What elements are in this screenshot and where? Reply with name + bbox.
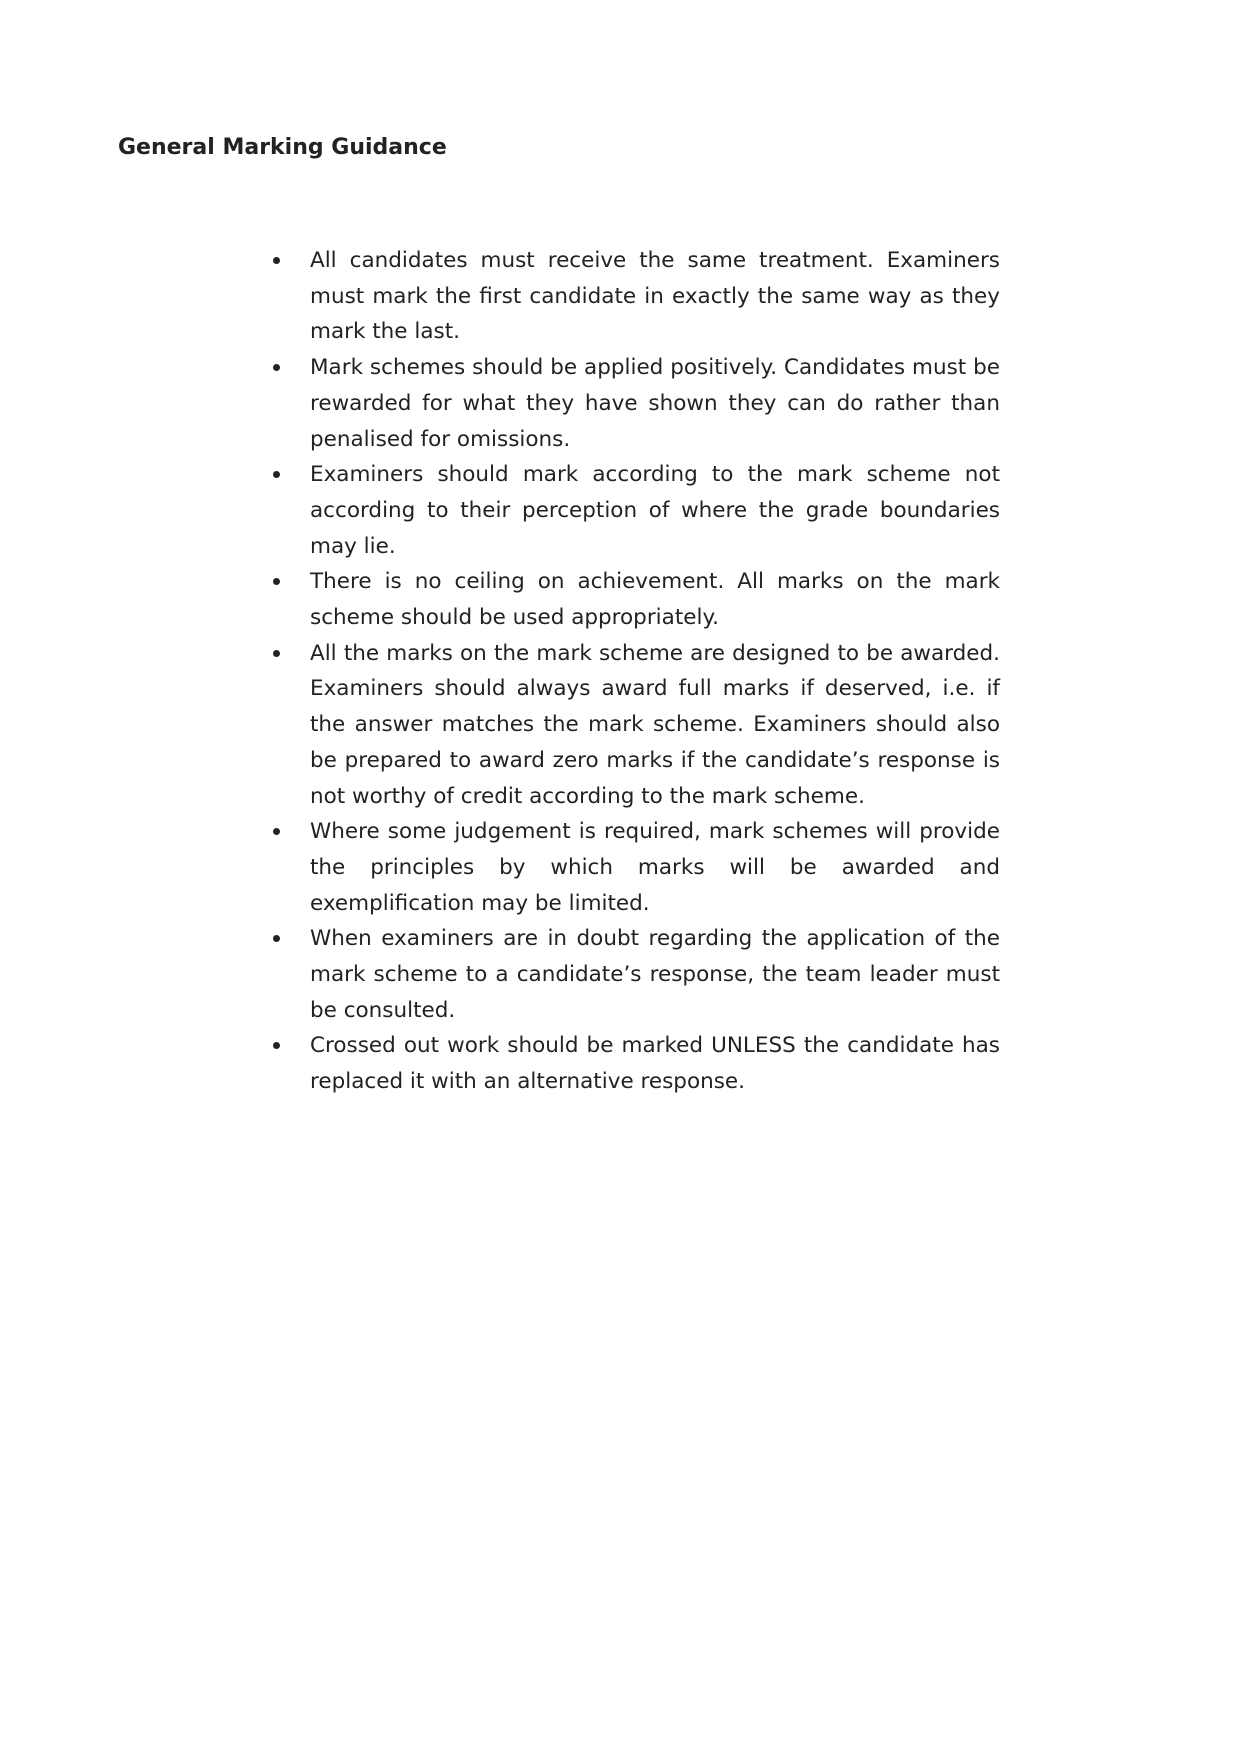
bullet-icon	[273, 257, 280, 264]
guidance-text: Examiners should mark according to the mark scheme not according to their perception of where the grade boundaries may lie.	[310, 462, 1000, 559]
guidance-item	[310, 243, 1000, 350]
bullet-icon	[273, 364, 280, 371]
bullet-icon	[273, 650, 280, 657]
guidance-item	[310, 564, 1000, 635]
bullet-icon	[273, 1042, 280, 1049]
guidance-item	[310, 457, 1000, 564]
bullet-icon	[273, 578, 280, 585]
guidance-text: Mark schemes should be applied positively. Candidates must be rewarded for what they have shown they can do rather than penalised for omissions.	[310, 355, 1000, 452]
guidance-item	[310, 814, 1000, 921]
guidance-item	[310, 921, 1000, 1028]
bullet-icon	[273, 471, 280, 478]
page-title: General Marking Guidance	[118, 135, 447, 160]
guidance-text: Crossed out work should be marked UNLESS the candidate has replaced it with an alternative response.	[310, 1033, 1000, 1095]
bullet-icon	[273, 828, 280, 835]
guidance-text: When examiners are in doubt regarding the application of the mark scheme to a candidate’s response, the team leader must be consulted.	[310, 926, 1000, 1023]
guidance-list	[310, 243, 1000, 1100]
guidance-text: Where some judgement is required, mark schemes will provide the principles by which marks will be awarded and exemplification may be limited.	[310, 819, 1000, 916]
guidance-item	[310, 636, 1000, 815]
guidance-text: All the marks on the mark scheme are designed to be awarded. Examiners should always award full marks if deserved, i.e. if the answer matches the mark scheme. Examiners should also be prepared to award zero marks if the candidate’s response is not worthy of credit according to the mark scheme.	[310, 640, 1000, 809]
guidance-item	[310, 1028, 1000, 1099]
bullet-icon	[273, 935, 280, 942]
guidance-text: All candidates must receive the same treatment. Examiners must mark the first candidate in exactly the same way as they mark the last.	[310, 248, 1000, 345]
guidance-item	[310, 350, 1000, 457]
guidance-text: There is no ceiling on achievement. All marks on the mark scheme should be used appropriately.	[310, 569, 1000, 631]
